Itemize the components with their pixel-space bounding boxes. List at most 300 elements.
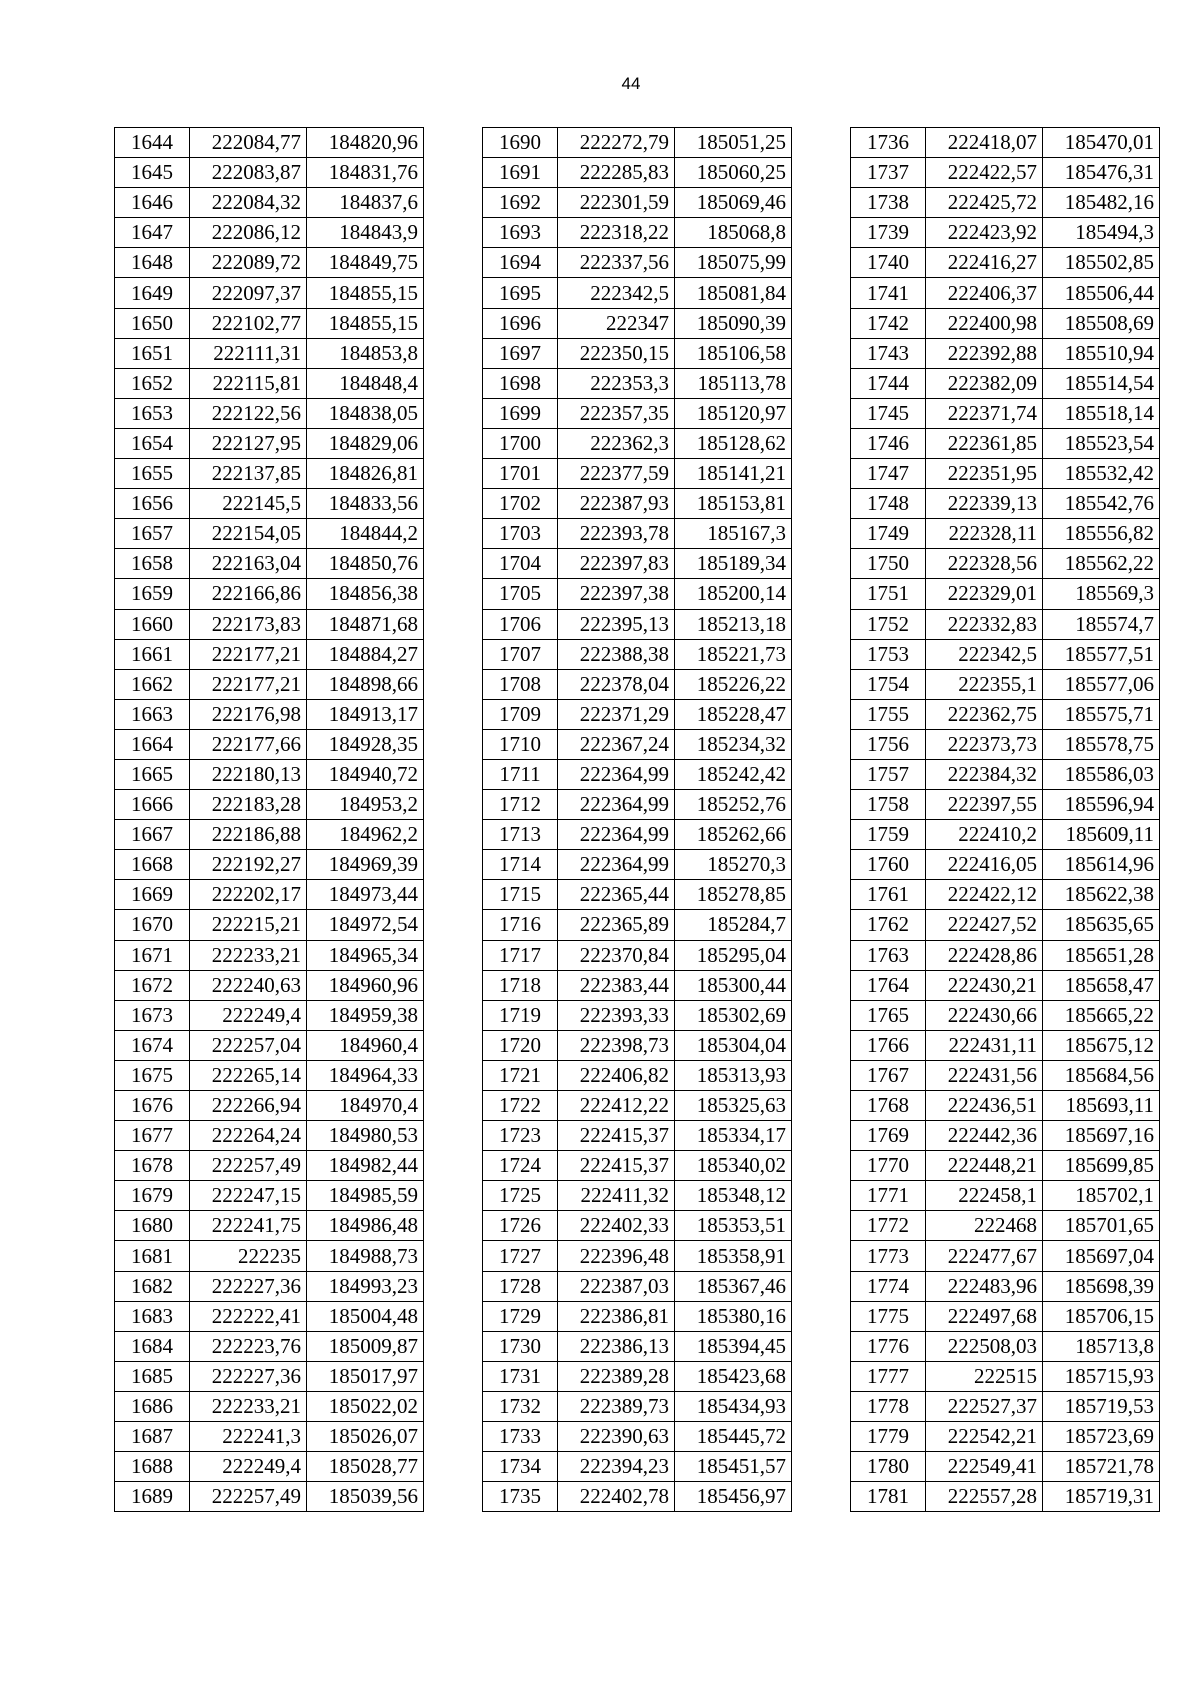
x-coordinate-cell: 222515 <box>926 1361 1043 1391</box>
y-coordinate-cell: 185284,7 <box>675 910 792 940</box>
table-row <box>851 759 1160 789</box>
y-coordinate-cell: 185252,76 <box>675 790 792 820</box>
y-coordinate-cell: 184980,53 <box>307 1121 424 1151</box>
table-row <box>851 1361 1160 1391</box>
y-coordinate-cell: 185719,31 <box>1043 1482 1160 1512</box>
y-coordinate-cell: 185221,73 <box>675 639 792 669</box>
point-number-cell: 1781 <box>851 1482 926 1512</box>
x-coordinate-cell: 222549,41 <box>926 1452 1043 1482</box>
x-coordinate-cell: 222416,27 <box>926 248 1043 278</box>
y-coordinate-cell: 184940,72 <box>307 759 424 789</box>
table-row <box>851 1271 1160 1301</box>
y-coordinate-cell: 184982,44 <box>307 1151 424 1181</box>
point-number-cell: 1687 <box>115 1422 190 1452</box>
table-row <box>483 248 792 278</box>
x-coordinate-cell: 222508,03 <box>926 1331 1043 1361</box>
y-coordinate-cell: 185141,21 <box>675 459 792 489</box>
x-coordinate-cell: 222083,87 <box>190 158 307 188</box>
point-number-cell: 1759 <box>851 820 926 850</box>
table-row <box>115 1060 424 1090</box>
y-coordinate-cell: 185693,11 <box>1043 1091 1160 1121</box>
x-coordinate-cell: 222241,3 <box>190 1422 307 1452</box>
y-coordinate-cell: 185532,42 <box>1043 459 1160 489</box>
table-row <box>483 1361 792 1391</box>
x-coordinate-cell: 222412,22 <box>558 1091 675 1121</box>
x-coordinate-cell: 222166,86 <box>190 579 307 609</box>
x-coordinate-cell: 222233,21 <box>190 1391 307 1421</box>
point-number-cell: 1751 <box>851 579 926 609</box>
x-coordinate-cell: 222364,99 <box>558 820 675 850</box>
point-number-cell: 1682 <box>115 1271 190 1301</box>
y-coordinate-cell: 184838,05 <box>307 398 424 428</box>
point-number-cell: 1659 <box>115 579 190 609</box>
point-number-cell: 1647 <box>115 218 190 248</box>
table-row <box>483 1181 792 1211</box>
x-coordinate-cell: 222371,29 <box>558 699 675 729</box>
x-coordinate-cell: 222227,36 <box>190 1271 307 1301</box>
table-row <box>851 1482 1160 1512</box>
table-row <box>115 970 424 1000</box>
point-number-cell: 1689 <box>115 1482 190 1512</box>
y-coordinate-cell: 185715,93 <box>1043 1361 1160 1391</box>
x-coordinate-cell: 222384,32 <box>926 759 1043 789</box>
y-coordinate-cell: 185702,1 <box>1043 1181 1160 1211</box>
y-coordinate-cell: 185706,15 <box>1043 1301 1160 1331</box>
x-coordinate-cell: 222396,48 <box>558 1241 675 1271</box>
point-number-cell: 1648 <box>115 248 190 278</box>
x-coordinate-cell: 222425,72 <box>926 188 1043 218</box>
y-coordinate-cell: 184962,2 <box>307 820 424 850</box>
x-coordinate-cell: 222137,85 <box>190 459 307 489</box>
y-coordinate-cell: 185302,69 <box>675 1000 792 1030</box>
y-coordinate-cell: 184986,48 <box>307 1211 424 1241</box>
table-row <box>115 218 424 248</box>
table-row <box>483 1030 792 1060</box>
table-row <box>483 609 792 639</box>
x-coordinate-cell: 222122,56 <box>190 398 307 428</box>
x-coordinate-cell: 222398,73 <box>558 1030 675 1060</box>
y-coordinate-cell: 185120,97 <box>675 398 792 428</box>
x-coordinate-cell: 222436,51 <box>926 1091 1043 1121</box>
point-number-cell: 1677 <box>115 1121 190 1151</box>
point-number-cell: 1715 <box>483 880 558 910</box>
table-row <box>115 1121 424 1151</box>
y-coordinate-cell: 185069,46 <box>675 188 792 218</box>
point-number-cell: 1690 <box>483 128 558 158</box>
x-coordinate-cell: 222102,77 <box>190 308 307 338</box>
table-row <box>115 549 424 579</box>
table-row <box>483 790 792 820</box>
y-coordinate-cell: 185313,93 <box>675 1060 792 1090</box>
table-row <box>483 1271 792 1301</box>
x-coordinate-cell: 222328,56 <box>926 549 1043 579</box>
y-coordinate-cell: 185068,8 <box>675 218 792 248</box>
point-number-cell: 1760 <box>851 850 926 880</box>
point-number-cell: 1743 <box>851 338 926 368</box>
point-number-cell: 1724 <box>483 1151 558 1181</box>
y-coordinate-cell: 185434,93 <box>675 1391 792 1421</box>
point-number-cell: 1773 <box>851 1241 926 1271</box>
point-number-cell: 1745 <box>851 398 926 428</box>
table-row <box>851 1000 1160 1030</box>
y-coordinate-cell: 185022,02 <box>307 1391 424 1421</box>
table-row <box>115 1000 424 1030</box>
y-coordinate-cell: 184849,75 <box>307 248 424 278</box>
point-number-cell: 1728 <box>483 1271 558 1301</box>
point-number-cell: 1666 <box>115 790 190 820</box>
table-row <box>851 910 1160 940</box>
point-number-cell: 1756 <box>851 729 926 759</box>
point-number-cell: 1691 <box>483 158 558 188</box>
x-coordinate-cell: 222192,27 <box>190 850 307 880</box>
table-row <box>483 1000 792 1030</box>
x-coordinate-cell: 222458,1 <box>926 1181 1043 1211</box>
table-row <box>483 188 792 218</box>
point-number-cell: 1657 <box>115 519 190 549</box>
table-row <box>483 910 792 940</box>
point-number-cell: 1668 <box>115 850 190 880</box>
table-row <box>115 1181 424 1211</box>
x-coordinate-cell: 222355,1 <box>926 669 1043 699</box>
x-coordinate-cell: 222422,12 <box>926 880 1043 910</box>
table-row <box>483 1452 792 1482</box>
x-coordinate-cell: 222377,59 <box>558 459 675 489</box>
table-row <box>851 1151 1160 1181</box>
y-coordinate-cell: 185697,04 <box>1043 1241 1160 1271</box>
table-row <box>851 1331 1160 1361</box>
point-number-cell: 1692 <box>483 188 558 218</box>
table-row <box>115 248 424 278</box>
y-coordinate-cell: 185542,76 <box>1043 489 1160 519</box>
table-row <box>115 609 424 639</box>
x-coordinate-cell: 222386,13 <box>558 1331 675 1361</box>
x-coordinate-cell: 222390,63 <box>558 1422 675 1452</box>
x-coordinate-cell: 222084,77 <box>190 128 307 158</box>
y-coordinate-cell: 185106,58 <box>675 338 792 368</box>
x-coordinate-cell: 222389,73 <box>558 1391 675 1421</box>
point-number-cell: 1779 <box>851 1422 926 1452</box>
x-coordinate-cell: 222389,28 <box>558 1361 675 1391</box>
x-coordinate-cell: 222430,21 <box>926 970 1043 1000</box>
point-number-cell: 1723 <box>483 1121 558 1151</box>
y-coordinate-cell: 185213,18 <box>675 609 792 639</box>
table-row <box>483 850 792 880</box>
x-coordinate-cell: 222177,21 <box>190 639 307 669</box>
x-coordinate-cell: 222431,56 <box>926 1060 1043 1090</box>
x-coordinate-cell: 222364,99 <box>558 759 675 789</box>
x-coordinate-cell: 222222,41 <box>190 1301 307 1331</box>
table-row <box>851 579 1160 609</box>
table-row <box>851 128 1160 158</box>
point-number-cell: 1718 <box>483 970 558 1000</box>
point-number-cell: 1752 <box>851 609 926 639</box>
table-row <box>115 699 424 729</box>
x-coordinate-cell: 222411,32 <box>558 1181 675 1211</box>
point-number-cell: 1695 <box>483 278 558 308</box>
x-coordinate-cell: 222423,92 <box>926 218 1043 248</box>
point-number-cell: 1732 <box>483 1391 558 1421</box>
x-coordinate-cell: 222177,66 <box>190 729 307 759</box>
table-row <box>115 759 424 789</box>
table-row <box>851 1121 1160 1151</box>
point-number-cell: 1679 <box>115 1181 190 1211</box>
point-number-cell: 1675 <box>115 1060 190 1090</box>
table-row <box>851 188 1160 218</box>
x-coordinate-cell: 222448,21 <box>926 1151 1043 1181</box>
point-number-cell: 1680 <box>115 1211 190 1241</box>
x-coordinate-cell: 222378,04 <box>558 669 675 699</box>
x-coordinate-cell: 222351,95 <box>926 459 1043 489</box>
x-coordinate-cell: 222247,15 <box>190 1181 307 1211</box>
x-coordinate-cell: 222370,84 <box>558 940 675 970</box>
x-coordinate-cell: 222483,96 <box>926 1271 1043 1301</box>
y-coordinate-cell: 185622,38 <box>1043 880 1160 910</box>
point-number-cell: 1744 <box>851 368 926 398</box>
y-coordinate-cell: 185009,87 <box>307 1331 424 1361</box>
x-coordinate-cell: 222176,98 <box>190 699 307 729</box>
y-coordinate-cell: 185506,44 <box>1043 278 1160 308</box>
point-number-cell: 1670 <box>115 910 190 940</box>
x-coordinate-cell: 222097,37 <box>190 278 307 308</box>
table-row <box>483 1482 792 1512</box>
point-number-cell: 1716 <box>483 910 558 940</box>
y-coordinate-cell: 185445,72 <box>675 1422 792 1452</box>
point-number-cell: 1754 <box>851 669 926 699</box>
x-coordinate-cell: 222416,05 <box>926 850 1043 880</box>
point-number-cell: 1777 <box>851 1361 926 1391</box>
table-row <box>483 1121 792 1151</box>
y-coordinate-cell: 185658,47 <box>1043 970 1160 1000</box>
x-coordinate-cell: 222257,04 <box>190 1030 307 1060</box>
point-number-cell: 1710 <box>483 729 558 759</box>
table-row <box>483 308 792 338</box>
table-row <box>115 398 424 428</box>
y-coordinate-cell: 184969,39 <box>307 850 424 880</box>
y-coordinate-cell: 185508,69 <box>1043 308 1160 338</box>
point-number-cell: 1665 <box>115 759 190 789</box>
y-coordinate-cell: 185609,11 <box>1043 820 1160 850</box>
table-row <box>483 639 792 669</box>
y-coordinate-cell: 185494,3 <box>1043 218 1160 248</box>
x-coordinate-cell: 222428,86 <box>926 940 1043 970</box>
point-number-cell: 1700 <box>483 428 558 458</box>
x-coordinate-cell: 222163,04 <box>190 549 307 579</box>
table-row <box>483 1391 792 1421</box>
y-coordinate-cell: 185270,3 <box>675 850 792 880</box>
point-number-cell: 1660 <box>115 609 190 639</box>
point-number-cell: 1674 <box>115 1030 190 1060</box>
x-coordinate-cell: 222468 <box>926 1211 1043 1241</box>
y-coordinate-cell: 185081,84 <box>675 278 792 308</box>
table-row <box>851 308 1160 338</box>
point-number-cell: 1739 <box>851 218 926 248</box>
x-coordinate-cell: 222154,05 <box>190 519 307 549</box>
table-row <box>115 1030 424 1060</box>
y-coordinate-cell: 185153,81 <box>675 489 792 519</box>
x-coordinate-cell: 222266,94 <box>190 1091 307 1121</box>
table-row <box>115 1151 424 1181</box>
table-row <box>115 368 424 398</box>
x-coordinate-cell: 222264,24 <box>190 1121 307 1151</box>
point-number-cell: 1678 <box>115 1151 190 1181</box>
y-coordinate-cell: 184972,54 <box>307 910 424 940</box>
point-number-cell: 1646 <box>115 188 190 218</box>
x-coordinate-cell: 222364,99 <box>558 790 675 820</box>
y-coordinate-cell: 185262,66 <box>675 820 792 850</box>
x-coordinate-cell: 222241,75 <box>190 1211 307 1241</box>
y-coordinate-cell: 184829,06 <box>307 428 424 458</box>
x-coordinate-cell: 222365,89 <box>558 910 675 940</box>
table-row <box>851 428 1160 458</box>
table-row <box>483 368 792 398</box>
y-coordinate-cell: 185295,04 <box>675 940 792 970</box>
page-number: 44 <box>621 74 641 93</box>
point-number-cell: 1741 <box>851 278 926 308</box>
y-coordinate-cell: 185556,82 <box>1043 519 1160 549</box>
x-coordinate-cell: 222337,56 <box>558 248 675 278</box>
x-coordinate-cell: 222388,38 <box>558 639 675 669</box>
y-coordinate-cell: 185017,97 <box>307 1361 424 1391</box>
point-number-cell: 1755 <box>851 699 926 729</box>
point-number-cell: 1644 <box>115 128 190 158</box>
x-coordinate-cell: 222397,55 <box>926 790 1043 820</box>
y-coordinate-cell: 185226,22 <box>675 669 792 699</box>
point-number-cell: 1683 <box>115 1301 190 1331</box>
table-row <box>483 398 792 428</box>
y-coordinate-cell: 185698,39 <box>1043 1271 1160 1301</box>
table-row <box>483 1091 792 1121</box>
table-row <box>483 699 792 729</box>
point-number-cell: 1694 <box>483 248 558 278</box>
table-row <box>851 1301 1160 1331</box>
y-coordinate-cell: 184844,2 <box>307 519 424 549</box>
point-number-cell: 1764 <box>851 970 926 1000</box>
point-number-cell: 1774 <box>851 1271 926 1301</box>
table-row <box>115 459 424 489</box>
y-coordinate-cell: 185423,68 <box>675 1361 792 1391</box>
table-row <box>851 669 1160 699</box>
table-row <box>115 790 424 820</box>
table-row <box>851 1030 1160 1060</box>
point-number-cell: 1722 <box>483 1091 558 1121</box>
table-row <box>115 1391 424 1421</box>
point-number-cell: 1661 <box>115 639 190 669</box>
x-coordinate-cell: 222186,88 <box>190 820 307 850</box>
table-row <box>851 940 1160 970</box>
point-number-cell: 1740 <box>851 248 926 278</box>
y-coordinate-cell: 184826,81 <box>307 459 424 489</box>
point-number-cell: 1706 <box>483 609 558 639</box>
table-row <box>851 459 1160 489</box>
y-coordinate-cell: 184928,35 <box>307 729 424 759</box>
y-coordinate-cell: 185380,16 <box>675 1301 792 1331</box>
table-row <box>851 398 1160 428</box>
x-coordinate-cell: 222387,93 <box>558 489 675 519</box>
coordinates-table-1 <box>114 127 424 1512</box>
x-coordinate-cell: 222342,5 <box>558 278 675 308</box>
y-coordinate-cell: 185574,7 <box>1043 609 1160 639</box>
y-coordinate-cell: 185451,57 <box>675 1452 792 1482</box>
point-number-cell: 1720 <box>483 1030 558 1060</box>
x-coordinate-cell: 222285,83 <box>558 158 675 188</box>
table-row <box>851 1211 1160 1241</box>
x-coordinate-cell: 222557,28 <box>926 1482 1043 1512</box>
y-coordinate-cell: 185353,51 <box>675 1211 792 1241</box>
x-coordinate-cell: 222357,35 <box>558 398 675 428</box>
point-number-cell: 1702 <box>483 489 558 519</box>
table-row <box>483 519 792 549</box>
table-row <box>851 1241 1160 1271</box>
y-coordinate-cell: 185651,28 <box>1043 940 1160 970</box>
y-coordinate-cell: 185039,56 <box>307 1482 424 1512</box>
y-coordinate-cell: 185234,32 <box>675 729 792 759</box>
point-number-cell: 1650 <box>115 308 190 338</box>
x-coordinate-cell: 222386,81 <box>558 1301 675 1331</box>
y-coordinate-cell: 185367,46 <box>675 1271 792 1301</box>
point-number-cell: 1649 <box>115 278 190 308</box>
y-coordinate-cell: 185060,25 <box>675 158 792 188</box>
table-row <box>851 368 1160 398</box>
table-row <box>483 338 792 368</box>
y-coordinate-cell: 185514,54 <box>1043 368 1160 398</box>
point-number-cell: 1669 <box>115 880 190 910</box>
point-number-cell: 1664 <box>115 729 190 759</box>
y-coordinate-cell: 184964,33 <box>307 1060 424 1090</box>
table-row <box>483 1301 792 1331</box>
x-coordinate-cell: 222542,21 <box>926 1422 1043 1452</box>
table-row <box>851 729 1160 759</box>
y-coordinate-cell: 185394,45 <box>675 1331 792 1361</box>
table-row <box>115 579 424 609</box>
x-coordinate-cell: 222272,79 <box>558 128 675 158</box>
table-row <box>115 729 424 759</box>
point-number-cell: 1738 <box>851 188 926 218</box>
y-coordinate-cell: 184993,23 <box>307 1271 424 1301</box>
table-row <box>115 128 424 158</box>
table-row <box>115 519 424 549</box>
point-number-cell: 1733 <box>483 1422 558 1452</box>
table-row <box>483 820 792 850</box>
y-coordinate-cell: 185575,71 <box>1043 699 1160 729</box>
point-number-cell: 1746 <box>851 428 926 458</box>
x-coordinate-cell: 222422,57 <box>926 158 1043 188</box>
point-number-cell: 1726 <box>483 1211 558 1241</box>
y-coordinate-cell: 184898,66 <box>307 669 424 699</box>
table-row <box>115 428 424 458</box>
table-row <box>115 1361 424 1391</box>
table-row <box>115 278 424 308</box>
table-row <box>115 820 424 850</box>
x-coordinate-cell: 222084,32 <box>190 188 307 218</box>
x-coordinate-cell: 222183,28 <box>190 790 307 820</box>
y-coordinate-cell: 185614,96 <box>1043 850 1160 880</box>
y-coordinate-cell: 184833,56 <box>307 489 424 519</box>
x-coordinate-cell: 222240,63 <box>190 970 307 1000</box>
table-row <box>483 158 792 188</box>
table-row <box>483 278 792 308</box>
table-row <box>851 820 1160 850</box>
x-coordinate-cell: 222415,37 <box>558 1151 675 1181</box>
y-coordinate-cell: 185523,54 <box>1043 428 1160 458</box>
table-row <box>115 880 424 910</box>
point-number-cell: 1681 <box>115 1241 190 1271</box>
point-number-cell: 1737 <box>851 158 926 188</box>
x-coordinate-cell: 222328,11 <box>926 519 1043 549</box>
y-coordinate-cell: 185004,48 <box>307 1301 424 1331</box>
table-row <box>115 188 424 218</box>
point-number-cell: 1655 <box>115 459 190 489</box>
y-coordinate-cell: 185684,56 <box>1043 1060 1160 1090</box>
